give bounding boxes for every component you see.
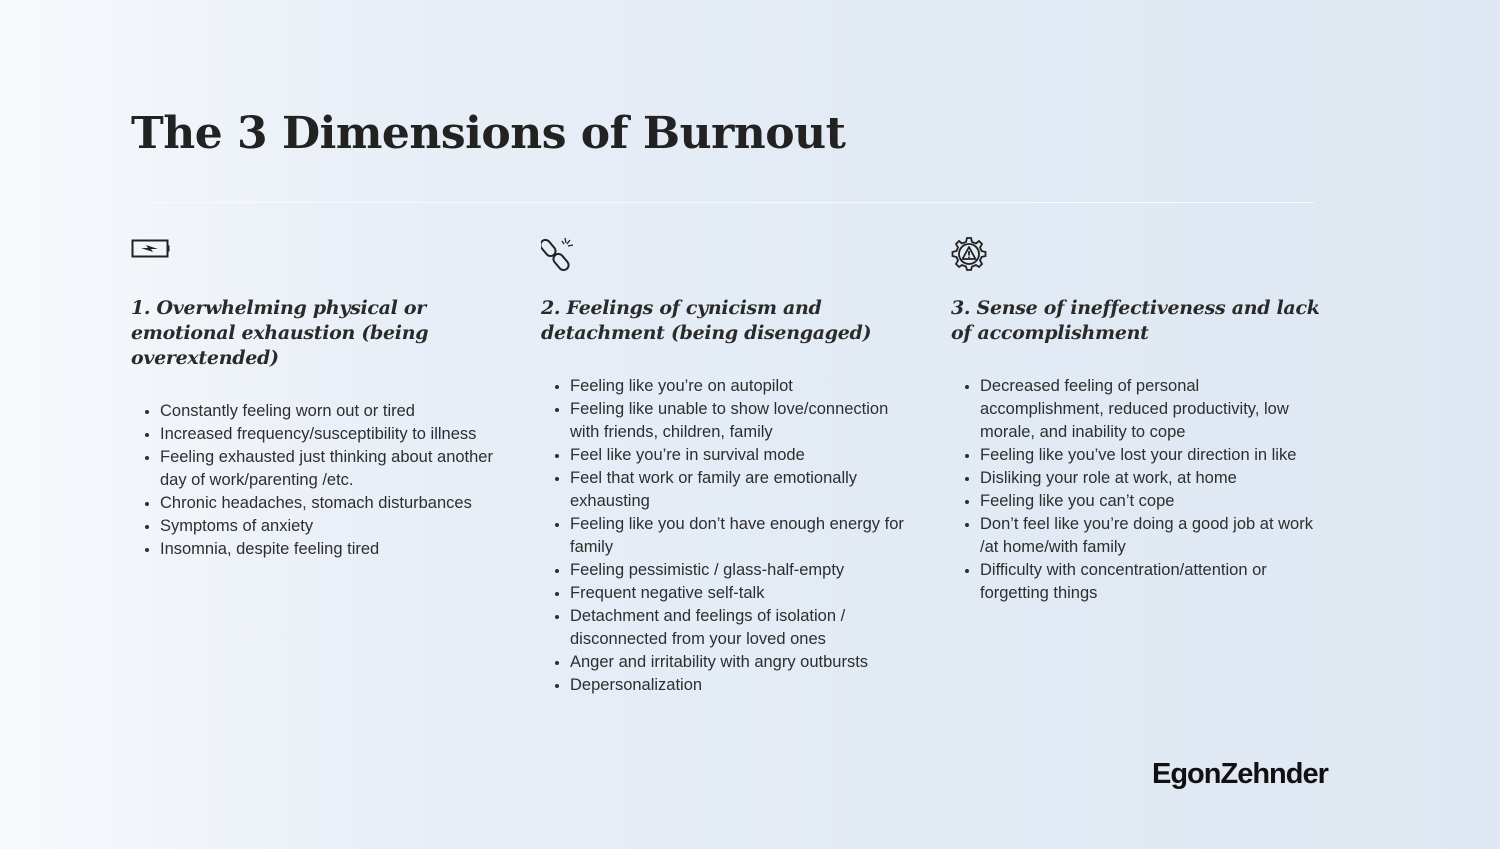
- dimension-column-3: [951, 236, 1321, 605]
- list-item: • Disliking your role at work, at home: [980, 467, 1321, 490]
- list-item: • Anger and irritability with angry outbursts: [570, 651, 911, 674]
- dimension-heading: 2. Feelings of cynicism and detachment (being disengaged): [541, 297, 872, 344]
- list-item: • Frequent negative self-talk: [570, 582, 911, 605]
- dimension-column-1: [131, 236, 501, 561]
- broken-chain-icon: [541, 236, 581, 276]
- list-item: • Feeling like you’ve lost your direction in like: [980, 444, 1321, 467]
- dimension-column-2: [541, 236, 911, 697]
- list-item: • Feeling pessimistic / glass-half-empty: [570, 559, 911, 582]
- dimension-heading: 3. Sense of ineffectiveness and lack of accomplishment: [951, 297, 1320, 344]
- gear-warning-icon: [951, 236, 991, 276]
- list-item: • Constantly feeling worn out or tired: [160, 400, 501, 423]
- egon-zehnder-logo: EgonZehnder: [1152, 758, 1328, 790]
- symptom-list: [131, 400, 501, 561]
- list-item: • Feeling like unable to show love/connection with friends, children, family: [570, 398, 911, 444]
- list-item: • Decreased feeling of personal accomplishment, reduced productivity, low morale, and inability to cope: [980, 375, 1321, 444]
- dimension-heading: 1. Overwhelming physical or emotional exhaustion (being overextended): [131, 297, 429, 369]
- symptom-list: [541, 375, 911, 697]
- list-item: • Feeling like you don’t have enough energy for family: [570, 513, 911, 559]
- list-item: • Increased frequency/susceptibility to illness: [160, 423, 501, 446]
- list-item: • Insomnia, despite feeling tired: [160, 538, 501, 561]
- page-title: The 3 Dimensions of Burnout: [131, 108, 846, 159]
- list-item: • Difficulty with concentration/attention or forgetting things: [980, 559, 1321, 605]
- battery-bolt-icon: [131, 236, 171, 276]
- list-item: • Feeling exhausted just thinking about another day of work/parenting /etc.: [160, 446, 501, 492]
- symptom-list: [951, 375, 1321, 605]
- list-item: • Feel that work or family are emotionally exhausting: [570, 467, 911, 513]
- list-item: • Feel like you’re in survival mode: [570, 444, 911, 467]
- list-item: • Feeling like you can’t cope: [980, 490, 1321, 513]
- list-item: • Symptoms of anxiety: [160, 515, 501, 538]
- list-item: • Depersonalization: [570, 674, 911, 697]
- title-divider: [131, 202, 1314, 203]
- list-item: • Feeling like you’re on autopilot: [570, 375, 911, 398]
- list-item: • Detachment and feelings of isolation / disconnected from your loved ones: [570, 605, 911, 651]
- list-item: • Don’t feel like you’re doing a good job at work /at home/with family: [980, 513, 1321, 559]
- list-item: • Chronic headaches, stomach disturbances: [160, 492, 501, 515]
